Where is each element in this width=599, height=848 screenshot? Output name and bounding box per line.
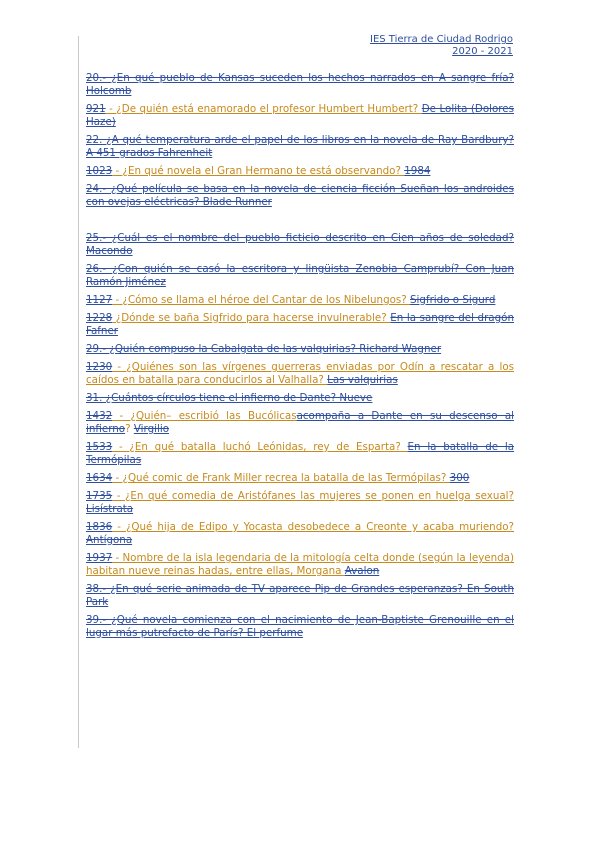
answer-text: Sigfrido o Sigurd [410,294,496,306]
question-text: - ¿Quién– escribió las Bucólicas [112,410,297,422]
question-item: 29.- ¿Quién compuso la Cabalgata de las valquirias? Richard Wagner [86,343,442,355]
question-item [86,103,514,129]
question-item [86,312,514,338]
question-number: 1127 [86,294,113,306]
answer-text: 1984 [404,165,431,177]
question-text: ¿Dónde se baña Sigfrido para hacerse invulnerable? [112,312,391,324]
question-number: 1836 [86,521,113,533]
answer-text: De Lolita (Dolores Haze) [86,103,514,128]
question-number: 1228 [86,312,113,324]
answer-text: Virgilio [133,423,169,435]
question-item [86,472,514,485]
empty-line [86,214,514,227]
question-text: - ¿Cómo se llama el héroe del Cantar de los Nibelungos? [112,294,411,306]
question-text: - ¿De quién está enamorado el profesor Humbert Humbert? [105,103,422,115]
question-list [86,72,514,645]
answer-text: acompaña a Dante en su descenso al infierno [86,410,515,435]
answer-text: En la sangre del dragón Fafner [86,312,514,337]
question-item: 39.- ¿Qué novela comienza con el nacimiento de Jean-Baptiste Grenouille en el lugar más putrefacto de París? El perfume [86,614,514,639]
question-text: - ¿Quiénes son las vírgenes guerreras enviadas por Odín a rescatar a los caídos en batalla para conducirlos al Valhalla? [86,361,514,386]
question-item: 26.- ¿Con quién se casó la escritora y lingüista Zenobia Camprubí? Con Juan Ramón Jiménez [86,263,514,288]
question-item [86,294,514,307]
question-number: 1533 [86,441,113,453]
question-item [86,490,514,516]
header-year: 2020 - 2021 [452,46,513,57]
question-number: 1432 [86,410,113,422]
answer-text: Avalon [344,565,380,577]
answer-text: Las valquirias [327,374,398,386]
question-text: - ¿En qué novela el Gran Hermano te está observando? [112,165,405,177]
question-item [86,410,514,436]
question-text: - ¿En qué batalla luchó Leónidas, rey de Esparta? [112,441,408,453]
question-text: - ¿Qué comic de Frank Miller recrea la batalla de las Termópilas? [112,472,450,484]
question-number: 921 [86,103,106,115]
revision-bar [78,36,79,748]
answer-text: 300 [449,472,470,484]
question-item [86,441,514,467]
question-item [86,521,514,547]
question-item: 25.- ¿Cuál es el nombre del pueblo ficticio descrito en Cien años de soledad? Macondo [86,232,514,257]
separator-text: ? [125,423,134,435]
answer-text: Lisístrata [86,503,134,515]
question-item [86,361,514,387]
question-text: - ¿Qué hija de Edipo y Yocasta desobedece a Creonte y acaba muriendo? [112,521,514,533]
question-item: 31. ¿Cuántos círculos tiene el infierno de Dante? Nueve [86,392,373,404]
question-item: 20.- ¿En qué pueblo de Kansas suceden los hechos narrados en A sangre fría? Holcomb [86,72,514,97]
question-item: 22. ¿A qué temperatura arde el papel de los libros en la novela de Ray Bardbury? A 451 grados Fahrenheit [86,134,514,159]
question-item [86,552,514,578]
answer-text: En la batalla de la Termópilas [86,441,515,466]
question-item [86,165,514,178]
question-number: 1634 [86,472,113,484]
question-number: 1023 [86,165,113,177]
question-item: 24.- ¿Qué película se basa en la novela de ciencia ficción Sueñan los androides con ovejas eléctricas? Blade Runner [86,183,514,208]
header-school: IES Tierra de Ciudad Rodrigo [370,34,513,45]
question-number: 1937 [86,552,113,564]
page-header [370,34,513,58]
question-item: 38.- ¿En qué serie animada de TV aparece Pip de Grandes esperanzas? En South Park [86,583,514,608]
answer-text: Antígona [86,534,133,546]
question-text: - Nombre de la isla legendaria de la mitología celta donde (según la leyenda) habitan nueve reinas hadas, entre ellas, Morgana [86,552,515,577]
question-number: 1230 [86,361,113,373]
question-number: 1735 [86,490,113,502]
question-text: - ¿En qué comedia de Aristófanes las mujeres se ponen en huelga sexual? [112,490,514,502]
